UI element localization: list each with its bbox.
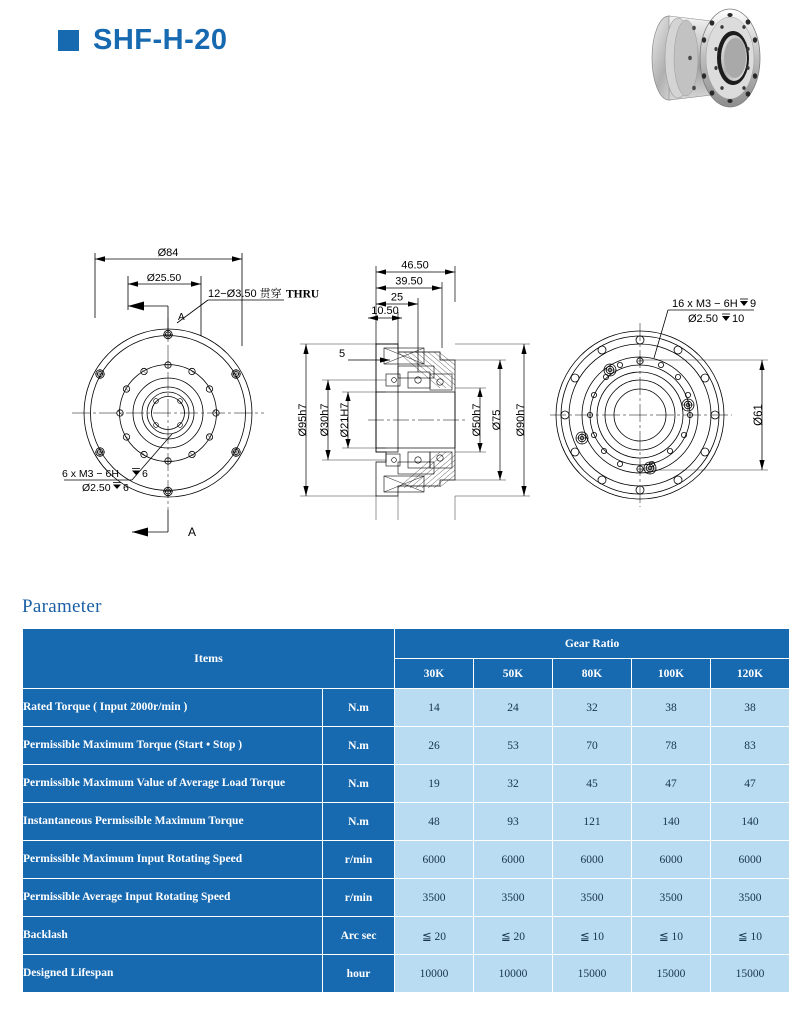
row-value-80k: 45 xyxy=(553,765,632,803)
row-value-50k: 24 xyxy=(474,689,553,727)
table-row xyxy=(23,765,790,803)
dim-5: 5 xyxy=(338,348,346,360)
header-ratio-80k: 80K xyxy=(553,659,632,689)
row-unit: N.m xyxy=(323,727,395,765)
row-value-30k: ≦ 20 xyxy=(395,917,474,955)
row-item-label: Backlash xyxy=(23,917,323,955)
row-value-100k: 140 xyxy=(632,803,711,841)
row-value-30k: 26 xyxy=(395,727,474,765)
row-value-50k: 53 xyxy=(474,727,553,765)
row-value-30k: 6000 xyxy=(395,841,474,879)
callout-6x-m3-line2: Ø2.50 xyxy=(82,482,111,494)
row-value-50k: 93 xyxy=(474,803,553,841)
row-value-50k: 32 xyxy=(474,765,553,803)
dim-39-50: 39.50 xyxy=(395,275,423,288)
parameter-heading: Parameter xyxy=(22,596,102,617)
parameter-table-body xyxy=(23,689,790,993)
dim-25: 25 xyxy=(390,291,404,304)
dim-diameter-90h7: Ø90h7 xyxy=(515,403,527,437)
page-header xyxy=(0,0,811,120)
row-value-120k: 140 xyxy=(711,803,790,841)
table-row xyxy=(23,841,790,879)
row-value-100k: 38 xyxy=(632,689,711,727)
row-value-100k: 78 xyxy=(632,727,711,765)
header-ratio-50k: 50K xyxy=(474,659,553,689)
row-value-80k: ≦ 10 xyxy=(553,917,632,955)
callout-16x-m3-line2: Ø2.50 xyxy=(688,313,718,325)
header-gear-ratio: Gear Ratio xyxy=(395,629,790,659)
row-unit: r/min xyxy=(323,879,395,917)
row-item-label: Permissible Maximum Torque (Start • Stop ) xyxy=(23,727,323,765)
row-value-100k: ≦ 10 xyxy=(632,917,711,955)
row-value-100k: 6000 xyxy=(632,841,711,879)
row-value-30k: 10000 xyxy=(395,955,474,993)
callout-6x-m3-depth2: 6 xyxy=(123,482,129,494)
row-value-100k: 15000 xyxy=(632,955,711,993)
row-value-30k: 14 xyxy=(395,689,474,727)
section-mark-a-top: A xyxy=(178,312,185,323)
table-row xyxy=(23,917,790,955)
dim-46-50: 46.50 xyxy=(401,259,429,272)
row-value-80k: 3500 xyxy=(553,879,632,917)
header-items: Items xyxy=(23,629,395,689)
row-item-label: Permissible Maximum Input Rotating Speed xyxy=(23,841,323,879)
row-value-120k: 15000 xyxy=(711,955,790,993)
row-value-50k: ≦ 20 xyxy=(474,917,553,955)
row-value-80k: 15000 xyxy=(553,955,632,993)
drawing-rear-face-view xyxy=(550,278,800,540)
technical-drawings xyxy=(0,240,811,560)
row-unit: N.m xyxy=(323,765,395,803)
callout-16x-m3-line1: 16 x M3 − 6H xyxy=(672,298,738,310)
row-value-120k: 38 xyxy=(711,689,790,727)
row-item-label: Instantaneous Permissible Maximum Torque xyxy=(23,803,323,841)
row-value-80k: 6000 xyxy=(553,841,632,879)
row-item-label: Permissible Maximum Value of Average Load Torque xyxy=(23,765,323,803)
callout-6x-m3-depth1: 6 xyxy=(142,468,148,480)
dim-diameter-25-50: Ø25.50 xyxy=(146,272,182,284)
dim-diameter-30h7: Ø30h7 xyxy=(319,403,331,437)
table-row xyxy=(23,955,790,993)
row-value-120k: 83 xyxy=(711,727,790,765)
parameter-table-container xyxy=(22,628,789,993)
dim-diameter-21h7: Ø21H7 xyxy=(339,402,351,438)
row-value-120k: 47 xyxy=(711,765,790,803)
row-unit: r/min xyxy=(323,841,395,879)
header-ratio-30k: 30K xyxy=(395,659,474,689)
callout-16x-m3-depth2: 10 xyxy=(732,313,745,325)
row-value-30k: 3500 xyxy=(395,879,474,917)
row-item-label: Permissible Average Input Rotating Speed xyxy=(23,879,323,917)
header-ratio-120k: 120K xyxy=(711,659,790,689)
table-row xyxy=(23,727,790,765)
row-item-label: Designed Lifespan xyxy=(23,955,323,993)
bullet-square-icon xyxy=(58,30,79,51)
callout-thru-label: THRU xyxy=(286,288,320,301)
dim-10-50: 10.50 xyxy=(371,305,399,317)
dim-diameter-61: Ø61 xyxy=(753,404,765,426)
dim-diameter-84: Ø84 xyxy=(157,248,179,259)
row-unit: Arc sec xyxy=(323,917,395,955)
row-value-120k: 3500 xyxy=(711,879,790,917)
page-title: SHF-H-20 xyxy=(93,24,228,56)
row-unit: N.m xyxy=(323,803,395,841)
row-value-80k: 70 xyxy=(553,727,632,765)
row-value-80k: 121 xyxy=(553,803,632,841)
row-unit: N.m xyxy=(323,689,395,727)
row-value-50k: 6000 xyxy=(474,841,553,879)
row-value-50k: 10000 xyxy=(474,955,553,993)
row-value-80k: 32 xyxy=(553,689,632,727)
dim-diameter-75: Ø75 xyxy=(491,409,503,431)
product-photo xyxy=(634,6,800,110)
row-value-30k: 48 xyxy=(395,803,474,841)
model-title-row xyxy=(58,24,228,57)
section-mark-a-bottom: A xyxy=(188,525,197,539)
row-value-100k: 47 xyxy=(632,765,711,803)
row-value-100k: 3500 xyxy=(632,879,711,917)
dim-diameter-95h7: Ø95h7 xyxy=(297,403,309,437)
callout-thru-holes: 12−Ø3.50 贯穿 xyxy=(208,288,282,300)
drawing-cross-section-view xyxy=(290,252,540,544)
row-unit: hour xyxy=(323,955,395,993)
table-row xyxy=(23,803,790,841)
header-ratio-100k: 100K xyxy=(632,659,711,689)
callout-16x-m3-depth1: 9 xyxy=(750,298,757,310)
row-value-120k: ≦ 10 xyxy=(711,917,790,955)
row-value-50k: 3500 xyxy=(474,879,553,917)
table-row xyxy=(23,879,790,917)
row-item-label: Rated Torque ( Input 2000r/min ) xyxy=(23,689,323,727)
parameter-table xyxy=(22,628,790,993)
table-row xyxy=(23,689,790,727)
row-value-30k: 19 xyxy=(395,765,474,803)
row-value-120k: 6000 xyxy=(711,841,790,879)
callout-6x-m3-line1: 6 x M3 − 6H xyxy=(62,468,119,480)
dim-diameter-50h7: Ø50h7 xyxy=(471,403,483,437)
